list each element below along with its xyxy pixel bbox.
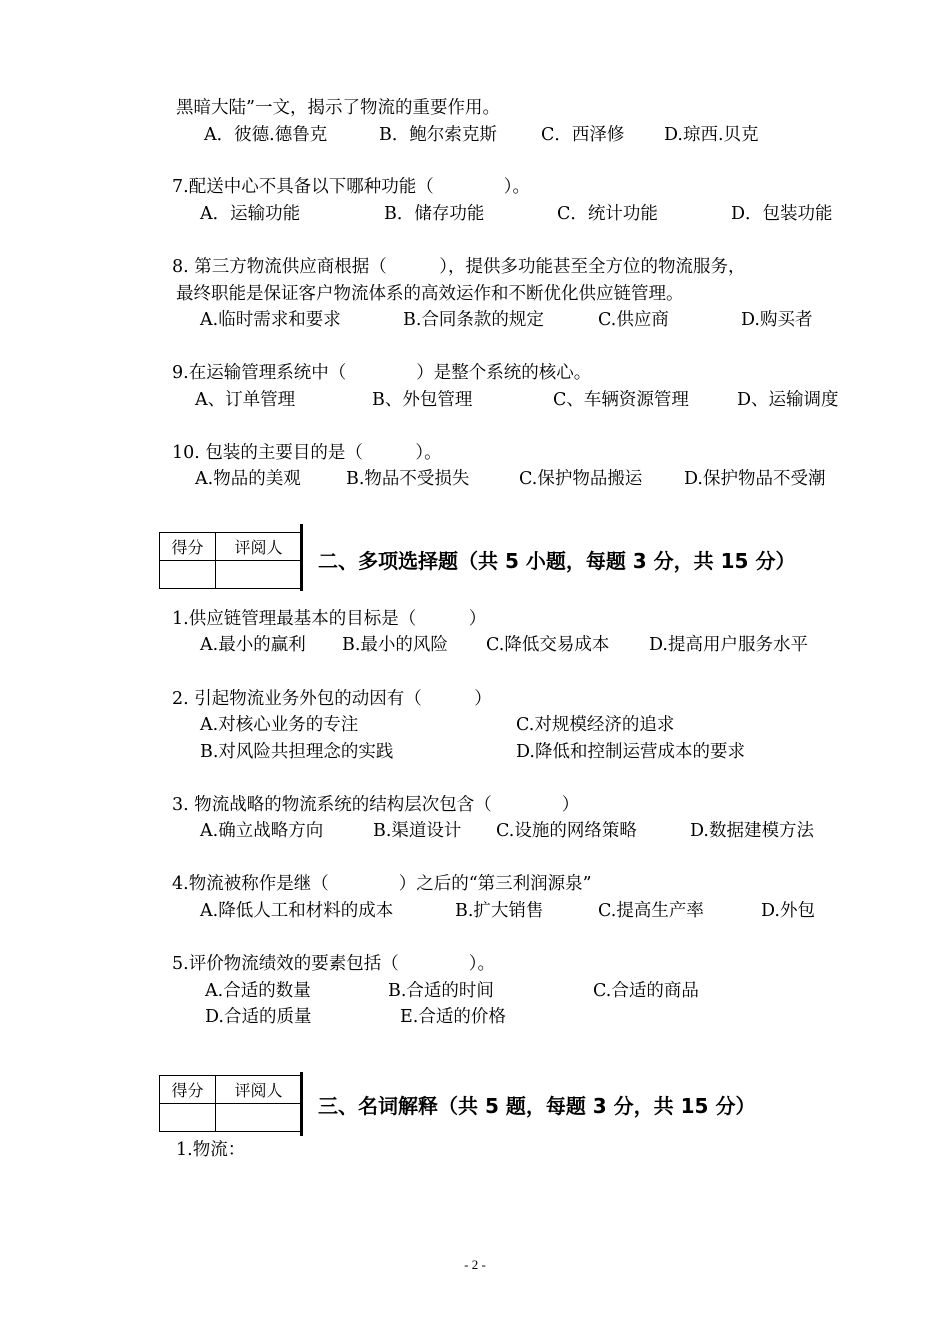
s2-q4-stem: 4.物流被称作是继（ ）之后的“第三利润源泉” bbox=[172, 874, 592, 894]
s2-q2-option-a: A.对核心业务的专注 bbox=[200, 715, 359, 735]
score-cell[interactable] bbox=[160, 561, 216, 589]
score-cell[interactable] bbox=[160, 1104, 216, 1132]
s2-q2-option-c: C.对规模经济的追求 bbox=[516, 715, 675, 735]
score-label: 得分 bbox=[160, 1076, 216, 1104]
score-label: 得分 bbox=[160, 533, 216, 561]
s2-q2-option-b: B.对风险共担理念的实践 bbox=[200, 742, 394, 762]
reviewer-cell[interactable] bbox=[216, 561, 302, 589]
q6-stem-continuation: 黑暗大陆”一文，揭示了物流的重要作用。 bbox=[176, 98, 500, 118]
q8-option-c: C.供应商 bbox=[598, 310, 669, 330]
s2-q5-option-d: D.合适的质量 bbox=[205, 1007, 312, 1027]
q6-option-b: B．鲍尔索克斯 bbox=[379, 125, 497, 145]
section2-score-box bbox=[159, 532, 302, 589]
section2-title: 二、多项选择题（共 5 小题，每题 3 分，共 15 分） bbox=[318, 549, 796, 573]
q10-option-b: B.物品不受损失 bbox=[346, 469, 470, 489]
s2-q4-option-c: C.提高生产率 bbox=[598, 901, 704, 921]
s2-q1-option-a: A.最小的赢利 bbox=[200, 635, 306, 655]
q9-option-d: D、运输调度 bbox=[737, 390, 839, 410]
s2-q4-option-a: A.降低人工和材料的成本 bbox=[200, 901, 394, 921]
q10-option-c: C.保护物品搬运 bbox=[519, 469, 643, 489]
s2-q2-stem: 2. 引起物流业务外包的动因有（ ） bbox=[172, 689, 492, 709]
q9-option-b: B、外包管理 bbox=[372, 390, 473, 410]
s2-q1-option-d: D.提高用户服务水平 bbox=[649, 635, 808, 655]
s2-q5-stem: 5.评价物流绩效的要素包括（ ）。 bbox=[172, 954, 495, 974]
q7-option-a: A．运输功能 bbox=[200, 204, 301, 224]
s2-q1-option-c: C.降低交易成本 bbox=[486, 635, 610, 655]
s2-q1-stem: 1.供应链管理最基本的目标是（ ） bbox=[172, 609, 487, 629]
q8-stem-line2: 最终职能是保证客户物流体系的高效运作和不断优化供应链管理。 bbox=[176, 284, 684, 304]
section3-score-box bbox=[159, 1075, 302, 1132]
q8-option-a: A.临时需求和要求 bbox=[200, 310, 341, 330]
q10-stem: 10. 包装的主要目的是（ ）。 bbox=[172, 443, 442, 463]
s2-q5-option-a: A.合适的数量 bbox=[205, 981, 311, 1001]
q7-stem: 7.配送中心不具备以下哪种功能（ ）。 bbox=[172, 177, 530, 197]
q9-option-c: C、车辆资源管理 bbox=[553, 390, 689, 410]
s2-q4-option-b: B.扩大销售 bbox=[455, 901, 544, 921]
s2-q5-option-b: B.合适的时间 bbox=[388, 981, 494, 1001]
q9-option-a: A、订单管理 bbox=[195, 390, 296, 410]
s2-q1-option-b: B.最小的风险 bbox=[342, 635, 448, 655]
reviewer-label: 评阅人 bbox=[216, 533, 302, 561]
s2-q3-option-a: A.确立战略方向 bbox=[200, 821, 324, 841]
q8-option-d: D.购买者 bbox=[741, 310, 813, 330]
q7-option-b: B．储存功能 bbox=[384, 204, 485, 224]
s3-q1-term: 1.物流： bbox=[176, 1140, 246, 1160]
s2-q5-option-c: C.合适的商品 bbox=[593, 981, 699, 1001]
s2-q2-option-d: D.降低和控制运营成本的要求 bbox=[516, 742, 745, 762]
s2-q5-option-e: E.合适的价格 bbox=[400, 1007, 506, 1027]
s2-q4-option-d: D.外包 bbox=[761, 901, 815, 921]
q9-stem: 9.在运输管理系统中（ ）是整个系统的核心。 bbox=[172, 363, 592, 383]
section3-title: 三、名词解释（共 5 题，每题 3 分，共 15 分） bbox=[318, 1094, 756, 1118]
q10-option-a: A.物品的美观 bbox=[195, 469, 301, 489]
q8-stem-line1: 8. 第三方物流供应商根据（ ），提供多功能甚至全方位的物流服务， bbox=[172, 257, 746, 277]
s2-q3-option-b: B.渠道设计 bbox=[373, 821, 462, 841]
q7-option-c: C．统计功能 bbox=[557, 204, 658, 224]
s2-q3-stem: 3. 物流战略的物流系统的结构层次包含（ ） bbox=[172, 795, 580, 815]
reviewer-label: 评阅人 bbox=[216, 1076, 302, 1104]
q6-option-d: D.琼西.贝克 bbox=[664, 125, 759, 145]
s2-q3-option-c: C.设施的网络策略 bbox=[496, 821, 637, 841]
section3-vertical-rule bbox=[300, 1072, 303, 1136]
q8-option-b: B.合同条款的规定 bbox=[403, 310, 544, 330]
q10-option-d: D.保护物品不受潮 bbox=[684, 469, 826, 489]
q6-option-a: A．彼德.德鲁克 bbox=[204, 125, 328, 145]
s2-q3-option-d: D.数据建模方法 bbox=[690, 821, 814, 841]
q6-option-c: C．西泽修 bbox=[541, 125, 625, 145]
section2-vertical-rule bbox=[300, 524, 303, 591]
q7-option-d: D．包装功能 bbox=[731, 204, 833, 224]
page-number: - 2 - bbox=[464, 1257, 486, 1272]
reviewer-cell[interactable] bbox=[216, 1104, 302, 1132]
